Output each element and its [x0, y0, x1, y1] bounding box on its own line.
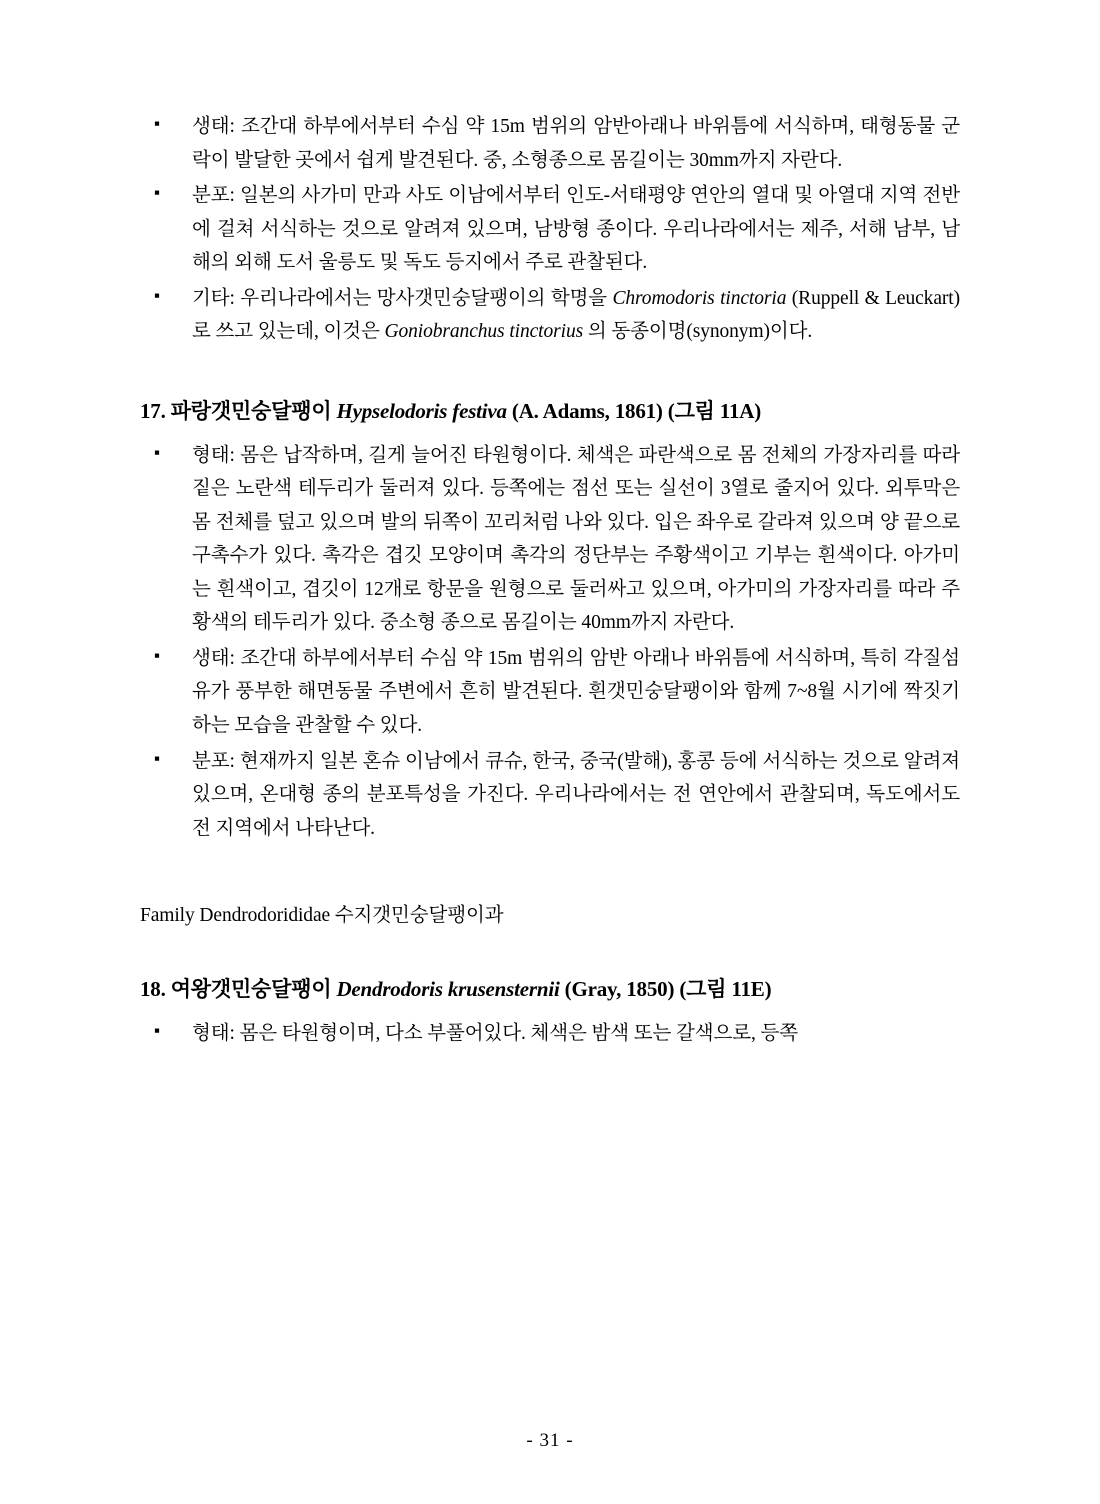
heading-authority: (Gray, 1850)	[564, 977, 675, 1002]
list-item	[140, 110, 960, 177]
bullet-text: 현재까지 일본 혼슈 이남에서 큐슈, 한국, 중국(발해), 홍콩 등에 서식하는 것으로 알려져 있으며, 온대형 종의 분포특성을 가진다. 우리나라에서는 전 연안에서 관찰되며, 독도에서도 전 지역에서 나타난다.	[192, 750, 960, 839]
bullet-text-run: 의 동종이명(synonym)이다.	[583, 321, 813, 343]
list-item	[140, 1017, 960, 1051]
section-heading-18	[140, 973, 960, 1003]
heading-species-name: Dendrodoris krusensternii	[336, 977, 560, 1002]
bullet-text: 조간대 하부에서부터 수심 약 15m 범위의 암반아래나 바위틈에 서식하며, 태형동물 군락이 발달한 곳에서 쉽게 발견된다. 중, 소형종으로 몸길이는 30mm까지 자란다.	[192, 116, 960, 171]
family-heading: Family Dendrodorididae 수지갯민숭달팽이과	[140, 905, 504, 927]
species-16-detail-list	[140, 110, 960, 349]
bullet-label-morphology: 형태:	[192, 1023, 235, 1045]
heading-korean-name: 파랑갯민숭달팽이	[170, 398, 332, 423]
list-item	[140, 439, 960, 640]
heading-korean-name: 여왕갯민숭달팽이	[170, 977, 332, 1002]
scientific-name: Goniobranchus tinctorius	[384, 321, 584, 343]
heading-figure-ref: (그림 11A)	[667, 398, 762, 423]
list-item	[140, 282, 960, 349]
bullet-label-distribution: 분포:	[192, 185, 235, 207]
section-heading-17	[140, 395, 960, 425]
bullet-text: 몸은 타원형이며, 다소 부풀어있다. 체색은 밤색 또는 갈색으로, 등쪽	[234, 1023, 798, 1045]
species-18-detail-list	[140, 1017, 960, 1051]
bullet-text-run: (Ruppell & Leuckart)로 쓰고 있는데, 이것은	[192, 287, 960, 343]
list-item	[140, 745, 960, 846]
species-17-detail-list	[140, 439, 960, 845]
heading-number: 18.	[140, 977, 166, 1002]
heading-figure-ref: (그림 11E)	[679, 977, 772, 1002]
page-number: - 31 -	[526, 1430, 574, 1451]
bullet-text: 몸은 납작하며, 길게 늘어진 타원형이다. 체색은 파란색으로 몸 전체의 가장자리를 따라 짙은 노란색 테두리가 둘러져 있다. 등쪽에는 점선 또는 실선이 3열로 줄지어 있다. 외투막은 몸 전체를 덮고 있으며 발의 뒤쪽이 꼬리처럼 나와 있다. 입은 좌우로 갈라져 있으며 양 끝으로 구촉수가 있다. 촉각은 겹깃 모양이며 촉각의 정단부는 주황색이고 기부는 흰색이다. 아가미는 흰색이고, 겹깃이 12개로 항문을 원형으로 둘러싸고 있으며, 아가미의 가장자리를 따라 주황색의 테두리가 있다. 중소형 종으로 몸길이는 40mm까지 자란다.	[192, 444, 960, 634]
bullet-label-ecology: 생태:	[192, 116, 235, 137]
bullet-label-distribution: 분포:	[192, 750, 235, 772]
bullet-label-ecology: 생태:	[192, 647, 235, 669]
heading-species-name: Hypselodoris festiva	[336, 398, 507, 423]
bullet-text-run: 우리나라에서는 망사갯민숭달팽이의 학명을	[234, 287, 613, 309]
bullet-label-remarks: 기타:	[192, 287, 235, 309]
bullet-label-morphology: 형태:	[192, 444, 235, 466]
list-item	[140, 642, 960, 743]
heading-number: 17.	[140, 398, 166, 423]
list-item	[140, 179, 960, 280]
bullet-text: 조간대 하부에서부터 수심 약 15m 범위의 암반 아래나 바위틈에 서식하며, 특히 각질섬유가 풍부한 해면동물 주변에서 흔히 발견된다. 흰갯민숭달팽이와 함께 7~8월 시기에 짝짓기하는 모습을 관찰할 수 있다.	[192, 647, 960, 736]
bullet-text: 일본의 사가미 만과 사도 이남에서부터 인도-서태평양 연안의 열대 및 아열대 지역 전반에 걸쳐 서식하는 것으로 알려져 있으며, 남방형 종이다. 우리나라에서는 제주, 서해 남부, 남해의 외해 도서 울릉도 및 독도 등지에서 주로 관찰된다.	[192, 185, 960, 274]
scientific-name: Chromodoris tinctoria	[612, 287, 787, 309]
heading-authority: (A. Adams, 1861)	[511, 398, 663, 423]
